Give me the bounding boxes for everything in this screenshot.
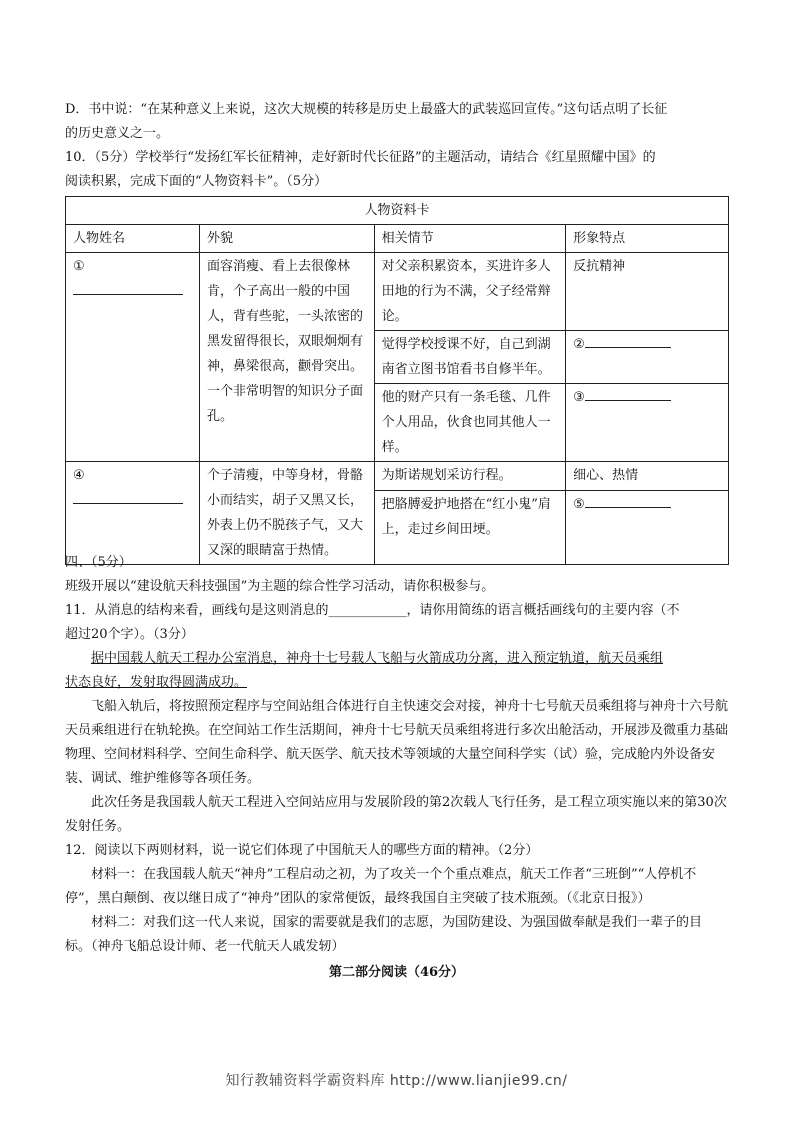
person1-name-blank[interactable] <box>73 280 183 295</box>
news-underlined-line1 <box>65 647 728 671</box>
person1-trait2-blank[interactable] <box>585 333 671 348</box>
person2-name-blank[interactable] <box>73 489 183 504</box>
question-12: 12．阅读以下两则材料，说一说它们体现了中国航天人的哪些方面的精神。（2分） <box>65 843 539 858</box>
header-name: 人物姓名 <box>66 225 200 253</box>
question-11-blank[interactable]: ____________ <box>328 603 407 618</box>
option-d <box>65 98 728 194</box>
news-underlined-line2 <box>65 671 728 695</box>
news-paragraph-2: 飞船入轨后，将按照预定程序与空间站组合体进行自主快速交会对接，神舟十七号航天员乘组将与神舟十六号航天员乘组进行在轨轮换。在空间站工作生活期间，神舟十七号航天员乘组将进行多次出舱活动，开展涉及微重力基础物理、空间材料科学、空间生命科学、航天医学、航天技术等领域的大量空间科学实（试）验，完成舱内外设备安装、调试、维护维修等各项任务。 <box>65 699 729 786</box>
header-looks: 外貌 <box>199 225 374 253</box>
person1-plot1: 对父亲积累资本，买进许多人田地的行为不满，父子经常辩论。 <box>374 253 566 331</box>
card-title: 人物资料卡 <box>66 197 729 225</box>
section-four <box>65 551 728 985</box>
question-11-line2: 超过20个字）。（3分） <box>65 627 194 642</box>
person1-trait3-blank[interactable] <box>585 386 671 401</box>
person1-trait2-marker: ② <box>573 337 585 352</box>
section-four-intro: 班级开展以“建设航天科技强国”为主题的综合性学习活动，请你积极参与。 <box>65 579 495 594</box>
person1-marker: ① <box>73 259 85 274</box>
header-plot: 相关情节 <box>374 225 566 253</box>
option-d-line2: 的历史意义之一。 <box>65 126 170 141</box>
person2-plot2: 把胳膊爱护地搭在“红小鬼”肩上，走过乡间田埂。 <box>374 491 566 565</box>
option-d-line1: D．书中说：“在某种意义上来说，这次大规模的转移是历史上最盛大的武装巡回宣传。”这句话点明了长征 <box>65 102 668 117</box>
person2-name-cell <box>66 462 200 565</box>
header-trait: 形象特点 <box>566 225 729 253</box>
person1-name-cell <box>66 253 200 462</box>
material-1: 材料一：在我国载人航天“神舟”工程启动之初，为了攻关一个个重点难点，航天工作者“三班倒”“人停机不停”，黑白颠倒、夜以继日成了“神舟”团队的家常便饭，最终我国自主突破了技术瓶颈。（《北京日报》） <box>65 867 697 906</box>
card-header-row <box>66 225 729 253</box>
person2-trait1: 细心、热情 <box>566 462 729 491</box>
question-10-line1: 10．（5分）学校举行“发扬红军长征精神，走好新时代长征路”的主题活动，请结合《红星照耀中国》的 <box>65 150 656 165</box>
person1-trait1: 反抗精神 <box>566 253 729 331</box>
person2-trait2-blank[interactable] <box>585 493 671 508</box>
person2-looks: 个子清瘦，中等身材，骨骼小而结实，胡子又黑又长，外表上仍不脱孩子气，又大又深的眼睛富于热情。 <box>199 462 374 565</box>
character-card-table <box>65 196 729 565</box>
news-paragraph-3: 此次任务是我国载人航天工程进入空间站应用与发展阶段的第2次载人飞行任务，是工程立项实施以来的第30次发射任务。 <box>65 795 727 834</box>
question-11-text-a: 11．从消息的结构来看，画线句是这则消息的 <box>65 603 329 618</box>
news-underlined-1: 据中国载人航天工程办公室消息，神舟十七号载人飞船与火箭成功分离，进入预定轨道，航天员乘组 <box>91 651 664 666</box>
footer-watermark: 知行教辅资料学霸资料库 http://www.lianjie99.cn/ <box>225 1073 568 1089</box>
person1-trait2-cell <box>566 331 729 384</box>
person1-plot3: 他的财产只有一条毛毯、几件个人用品，伙食也同其他人一样。 <box>374 384 566 462</box>
person1-row1 <box>66 253 729 331</box>
section-four-heading: 四、（5分） <box>65 555 132 570</box>
person2-trait2-marker: ⑤ <box>573 497 585 512</box>
person1-trait3-marker: ③ <box>573 390 585 405</box>
material-2: 材料二：对我们这一代人来说，国家的需要就是我们的志愿，为国防建设、为强国做奉献是我们一辈子的目标。（神舟飞船总设计师、老一代航天人戚发轫） <box>65 915 703 954</box>
question-10-line2: 阅读积累，完成下面的“人物资料卡”。（5分） <box>65 174 328 189</box>
person1-plot2: 觉得学校授课不好，自己到湖南省立图书馆看书自修半年。 <box>374 331 566 384</box>
news-underlined-2: 状态良好，发射取得圆满成功。 <box>65 675 248 690</box>
person2-marker: ④ <box>73 468 85 483</box>
question-11-text-b: ，请你用简练的语言概括画线句的主要内容（不 <box>406 603 680 618</box>
person1-looks: 面容消瘦、看上去很像林肯，个子高出一般的中国人，背有些驼，一头浓密的黑发留得很长，双眼炯炯有神，鼻梁很高，颧骨突出。一个非常明智的知识分子面孔。 <box>199 253 374 462</box>
person2-row1 <box>66 462 729 491</box>
person2-plot1: 为斯诺规划采访行程。 <box>374 462 566 491</box>
person1-trait3-cell <box>566 384 729 462</box>
part-two-heading: 第二部分阅读（46分） <box>328 965 465 980</box>
question-11 <box>65 599 728 623</box>
